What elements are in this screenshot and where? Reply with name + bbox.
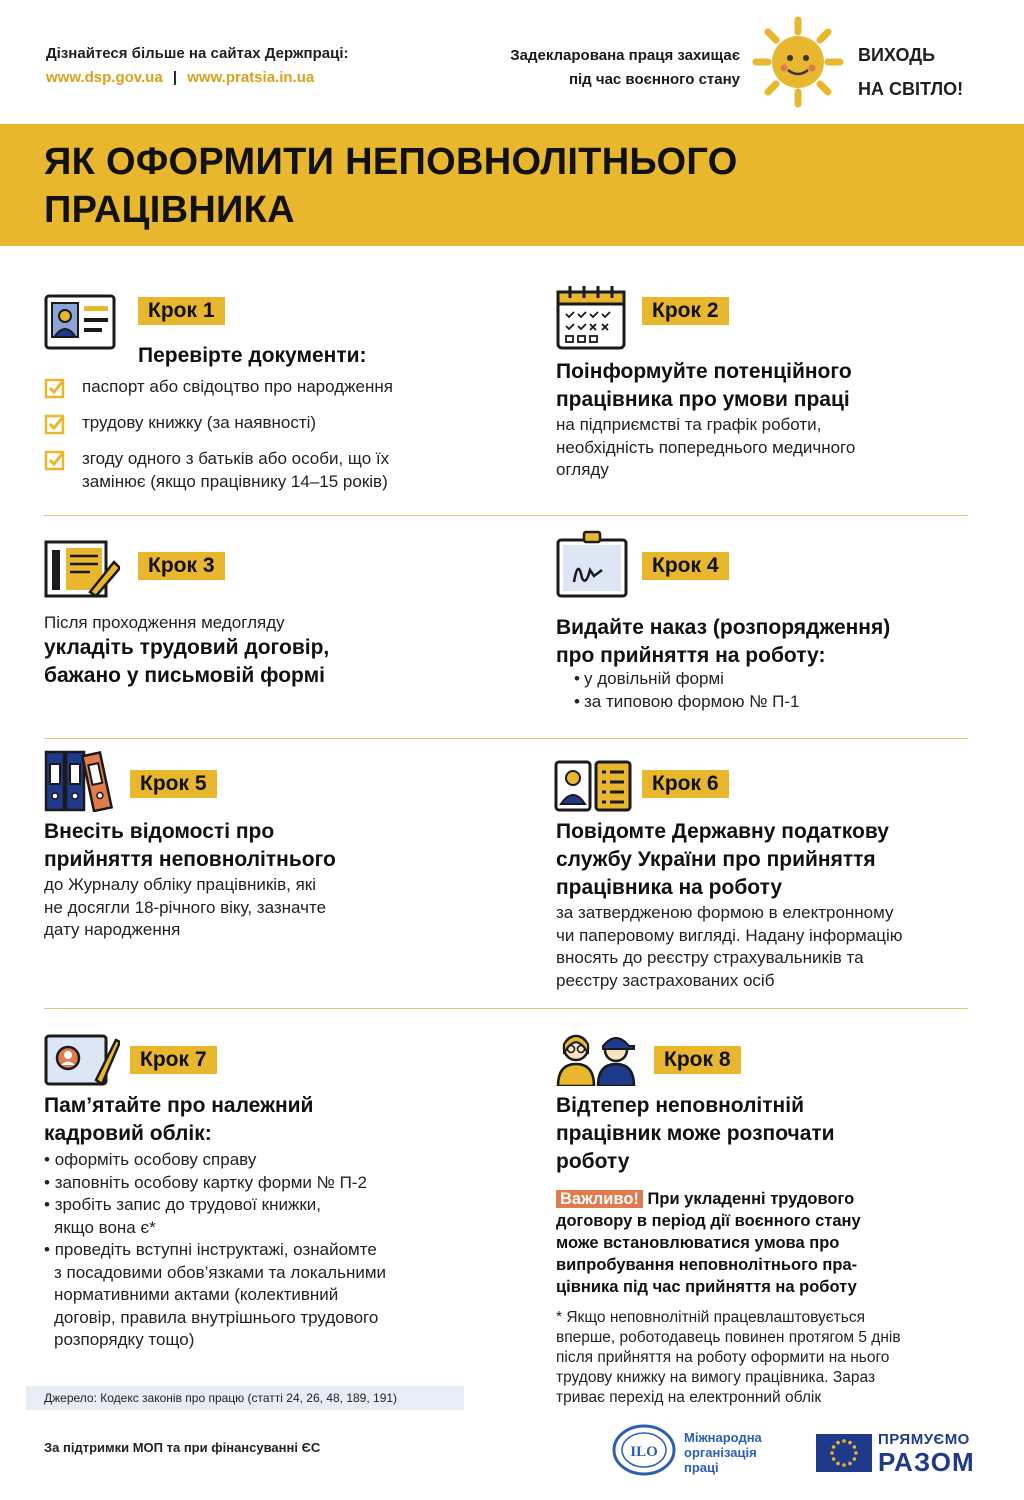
step-6-heading-line-2: службу України про прийняття <box>556 848 876 871</box>
step-6-label: Крок 6 <box>642 770 729 798</box>
step-6-body-line: вносять до реєстру страхувальників та <box>556 948 864 967</box>
link-separator: | <box>172 69 178 86</box>
list-item: • заповніть особову картку форми № П-2 <box>44 1172 367 1192</box>
step-2-body <box>556 414 996 482</box>
step-2-label: Крок 2 <box>642 297 729 325</box>
step-1-label: Крок 1 <box>138 297 225 325</box>
eu-slogan-line-1: ПРЯМУЄМО <box>878 1431 970 1448</box>
step-2-heading <box>556 358 996 414</box>
list-item-cont: розпорядку тощо) <box>54 1330 195 1349</box>
divider <box>44 1008 968 1009</box>
eu-star <box>830 1451 834 1455</box>
footnote-line: * Якщо неповнолітній працевлаштовується <box>556 1309 865 1326</box>
important-text: може встановлюватися умова про <box>556 1234 840 1252</box>
calendar-icon <box>556 284 626 350</box>
step-2-body-line: огляду <box>556 460 609 479</box>
important-badge: Важливо! <box>556 1190 643 1208</box>
step-2-body-line: на підприємстві та графік роботи, <box>556 415 822 434</box>
eu-star <box>848 1462 852 1466</box>
step-3-intro: Після проходження медогляду <box>44 613 285 632</box>
important-text: цівника під час прийняття на роботу <box>556 1278 857 1296</box>
step-6-body-line: за затвердженою формою в електронному <box>556 903 894 922</box>
list-item-cont: якщо вона є* <box>54 1217 156 1237</box>
eu-star <box>853 1457 857 1461</box>
step-8-label: Крок 8 <box>654 1046 741 1074</box>
checkbox-icon <box>44 413 66 435</box>
eu-star <box>832 1457 836 1461</box>
divider <box>44 515 968 516</box>
ilo-acronym: ILO <box>630 1444 658 1460</box>
checklist-item <box>44 412 484 435</box>
step-7-heading <box>44 1092 504 1148</box>
list-item-cont: договір, правила внутрішнього трудового <box>54 1307 379 1327</box>
slogan-line-1: Задекларована праця захищає <box>510 47 740 64</box>
eu-star <box>836 1441 840 1445</box>
step-6-body-line: чи паперовому вигляді. Надану інформацію <box>556 925 903 945</box>
list-item: • у довільній формі <box>574 668 800 691</box>
eu-star <box>848 1441 852 1445</box>
link-pratsia[interactable]: www.pratsia.in.ua <box>187 69 315 86</box>
id-card-icon <box>44 294 116 350</box>
step-7-heading-line-1: Пам’ятайте про належний <box>44 1094 314 1117</box>
important-text: При укладенні трудового <box>647 1190 855 1208</box>
campaign-slogan <box>858 38 963 106</box>
eu-star <box>853 1445 857 1449</box>
step-5-body-line: до Журналу обліку працівників, які <box>44 875 316 894</box>
title-line-2: ПРАЦІВНИКА <box>44 189 295 231</box>
step-6-heading <box>556 818 996 902</box>
header-slogan <box>440 44 740 92</box>
footer-support: За підтримки МОП та при фінансуванні ЄС <box>44 1440 321 1455</box>
step-6-body-line: реєстру застрахованих осіб <box>556 970 775 990</box>
binders-icon <box>44 750 116 812</box>
step-5-label: Крок 5 <box>130 770 217 798</box>
step-5-body-line: не досягли 18-річного віку, зазначте <box>44 897 327 917</box>
profile-pencil-icon <box>44 1032 120 1088</box>
step-5-heading <box>44 818 504 874</box>
eu-star <box>832 1445 836 1449</box>
profile-list-icon <box>554 760 634 812</box>
ilo-logo-icon <box>612 1424 676 1476</box>
step-5-heading-line-2: прийняття неповнолітнього <box>44 848 336 871</box>
source-note: Джерело: Кодекс законів про працю (статті 24, 26, 48, 189, 191) <box>26 1386 464 1410</box>
step-8-heading-line-3: роботу <box>556 1150 630 1173</box>
sun-mascot-icon <box>750 14 846 110</box>
step-7-heading-line-2: кадровий облік: <box>44 1122 212 1145</box>
step-5-heading-line-1: Внесіть відомості про <box>44 820 275 843</box>
footnote-line: вперше, роботодавець повинен протягом 5 днів <box>556 1329 901 1346</box>
campaign-line-1: ВИХОДЬ <box>858 45 936 65</box>
step-4-list <box>574 668 800 713</box>
checkbox-icon <box>44 377 66 399</box>
step-6-body <box>556 902 996 992</box>
eu-star <box>854 1451 858 1455</box>
step-5-body-line: дату народження <box>44 920 181 939</box>
step-8-heading <box>556 1092 996 1176</box>
step-1-checklist <box>44 376 484 493</box>
campaign-line-2: НА СВІТЛО! <box>858 79 964 99</box>
footnote-line: після прийняття на роботу оформити на нього <box>556 1349 890 1366</box>
checklist-item <box>44 448 484 493</box>
ilo-name-line: праці <box>684 1460 719 1475</box>
step-8-heading-line-1: Відтепер неповнолітній <box>556 1094 804 1117</box>
step-2-heading-line-2: працівника про умови праці <box>556 388 850 411</box>
page-title <box>44 138 964 234</box>
ilo-name-line: Міжнародна <box>684 1430 762 1445</box>
checklist-item <box>44 376 484 399</box>
important-note <box>556 1188 976 1298</box>
ilo-name <box>684 1430 762 1475</box>
eu-slogan <box>878 1432 975 1476</box>
step-3-heading-line-1: укладіть трудовий договір, <box>44 636 330 659</box>
step-5-body <box>44 874 484 942</box>
list-item: • оформіть особову справу <box>44 1150 257 1169</box>
checklist-text: згоду одного з батьків або особи, що їх <box>82 449 390 468</box>
list-item: • зробіть запис до трудової книжки, <box>44 1195 321 1214</box>
eu-slogan-line-2: РАЗОМ <box>878 1447 975 1477</box>
list-item: • за типовою формою № П-1 <box>574 691 800 714</box>
slogan-line-2: під час воєнного стану <box>568 71 740 88</box>
footnote-line: триває перехід на електронний облік <box>556 1389 822 1406</box>
step-2-heading-line-1: Поінформуйте потенційного <box>556 360 852 383</box>
step-2-body-line: необхідність попереднього медичного <box>556 437 856 457</box>
checklist-text: паспорт або свідоцтво про народження <box>82 377 393 396</box>
step-6-heading-line-1: Повідомте Державну податкову <box>556 820 889 843</box>
footnote-line: трудову книжку на вимогу працівника. Зараз <box>556 1369 876 1386</box>
checkbox-icon <box>44 449 66 471</box>
header-info <box>46 42 349 90</box>
signature-board-icon <box>556 530 628 600</box>
divider <box>44 738 968 739</box>
title-line-1: ЯК ОФОРМИТИ НЕПОВНОЛІТНЬОГО <box>44 141 738 183</box>
eu-flag-icon <box>816 1434 872 1472</box>
step-7-list <box>44 1149 504 1352</box>
eu-star <box>842 1463 846 1467</box>
ilo-name-line: організація <box>684 1445 757 1460</box>
workers-icon <box>554 1030 640 1086</box>
important-text: випробування неповнолітнього пра- <box>556 1256 858 1274</box>
list-item-cont: з посадовими обов’язками та локальними <box>54 1262 387 1282</box>
important-text: договору в період дії воєнного стану <box>556 1212 861 1230</box>
step-3-heading-line-2: бажано у письмовій формі <box>44 664 325 687</box>
step-3-heading <box>44 634 504 690</box>
step-4-heading-line-1: Видайте наказ (розпорядження) <box>556 616 891 639</box>
document-pen-icon <box>44 540 120 600</box>
checklist-text: трудову книжку (за наявності) <box>82 413 317 432</box>
link-dsp[interactable]: www.dsp.gov.ua <box>46 69 163 86</box>
list-item-cont: нормативними актами (колективний <box>54 1285 339 1304</box>
step-1-heading: Перевірте документи: <box>138 344 367 367</box>
footnote <box>556 1308 986 1408</box>
checklist-text-cont: замінює (якщо працівнику 14–15 років) <box>82 471 388 491</box>
step-7-label: Крок 7 <box>130 1046 217 1074</box>
header-info-text: Дізнайтеся більше на сайтах Держпраці: <box>46 45 349 62</box>
step-6-heading-line-3: працівника на роботу <box>556 876 783 899</box>
step-8-heading-line-2: працівник може розпочати <box>556 1122 835 1145</box>
list-item: • проведіть вступні інструктажі, ознайомте <box>44 1240 377 1259</box>
step-4-label: Крок 4 <box>642 552 729 580</box>
step-4-heading-line-2: про прийняття на роботу: <box>556 644 826 667</box>
step-3-label: Крок 3 <box>138 552 225 580</box>
eu-star <box>836 1462 840 1466</box>
eu-star <box>842 1439 846 1443</box>
step-4-heading <box>556 614 996 670</box>
